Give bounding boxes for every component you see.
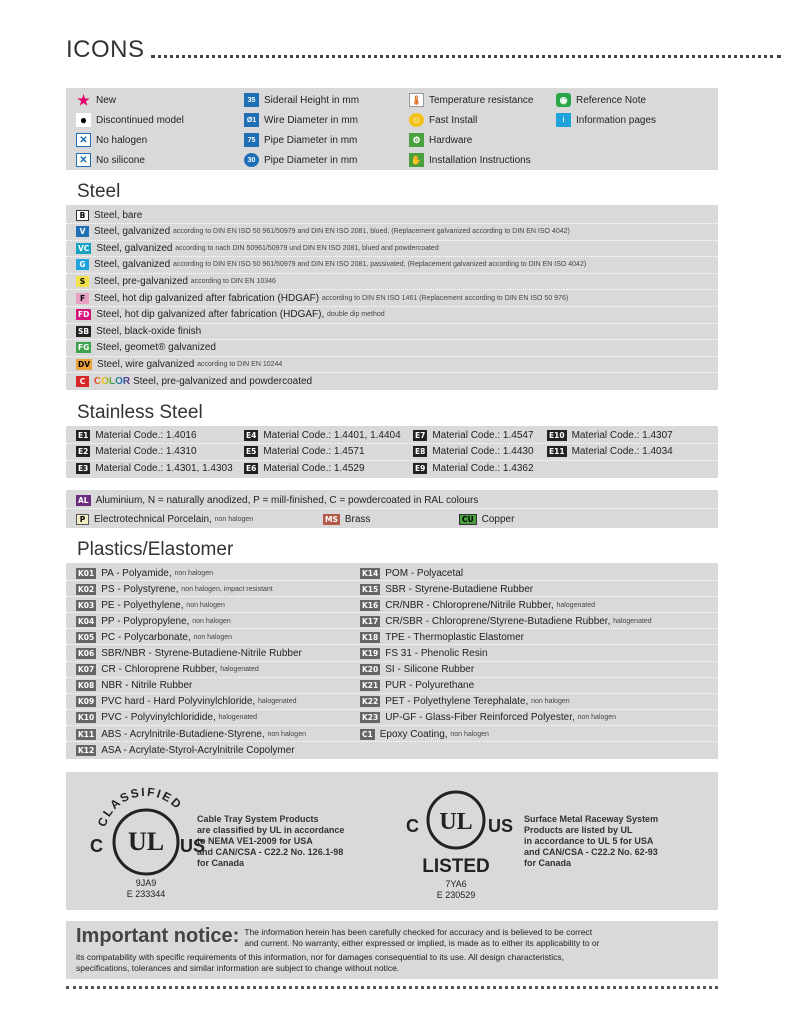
ul-classified-code2: E 233344 bbox=[126, 889, 166, 899]
icon-legend-label: Wire Diameter in mm bbox=[264, 114, 358, 126]
plastic-item bbox=[76, 646, 302, 662]
stainless-panel bbox=[66, 426, 718, 478]
plastic-note: halogenated bbox=[556, 601, 595, 609]
code-badge-k14: K14 bbox=[362, 568, 379, 578]
plastic-note: non halogen bbox=[577, 714, 617, 722]
icon-legend-item bbox=[409, 132, 472, 148]
code-badge-fg: FG bbox=[78, 343, 90, 353]
steel-row bbox=[66, 323, 718, 340]
plastic-note: halogenated bbox=[220, 666, 259, 674]
ul-listed-word: LISTED bbox=[422, 856, 490, 877]
ul-classified-arc-text: CLASSIFIED bbox=[94, 784, 186, 829]
steel-row bbox=[66, 340, 718, 357]
plastic-item bbox=[76, 710, 257, 726]
code-badge-cu: CU bbox=[459, 514, 477, 525]
plastic-label: ASA - Acrylate-Styrol-Acrylnitrile Copolymer bbox=[101, 744, 295, 756]
code-badge-e4: E4 bbox=[246, 430, 257, 440]
code-badge-g: G bbox=[76, 259, 89, 270]
icon-legend-label: Temperature resistance bbox=[429, 94, 534, 106]
plastic-note: non halogen bbox=[531, 698, 570, 706]
code-badge-k07: K07 bbox=[78, 665, 95, 675]
icon-legend-label: Siderail Height in mm bbox=[264, 94, 360, 106]
stainless-item bbox=[547, 427, 673, 443]
icons-title: ICONS bbox=[66, 36, 145, 63]
stainless-label: Material Code.: 1.4430 bbox=[432, 446, 534, 457]
ul-listed-c: C bbox=[406, 816, 419, 836]
icon-legend-label: Fast Install bbox=[429, 114, 478, 126]
icon-legend-item bbox=[556, 112, 656, 128]
stainless-item bbox=[76, 444, 197, 460]
plastic-note: halogenated bbox=[613, 617, 652, 625]
plastic-label: PC - Polycarbonate, bbox=[101, 631, 191, 643]
icon-legend-item bbox=[76, 132, 147, 148]
code-badge-k05: K05 bbox=[78, 632, 95, 642]
plastic-item bbox=[360, 726, 489, 742]
plastic-label: CR/SBR - Chloroprene/Styrene-Butadiene Rubber, bbox=[385, 615, 611, 627]
plastic-label: PET - Polyethylene Terephalate, bbox=[385, 696, 529, 708]
steel-label: Steel, galvanized bbox=[94, 259, 171, 271]
code-badge-p: P bbox=[76, 514, 89, 525]
steel-row bbox=[66, 356, 718, 373]
icon-legend-label: Information pages bbox=[576, 114, 657, 126]
ul-certification-panel bbox=[66, 772, 718, 910]
steel-note: according to DIN EN 10244 bbox=[197, 360, 283, 368]
plastic-label: SBR/NBR - Styrene-Butadiene-Nitrile Rubber bbox=[101, 648, 302, 659]
info-icon: i bbox=[556, 113, 571, 127]
ul-classified-ul: UL bbox=[127, 827, 165, 856]
icon-legend-item bbox=[244, 152, 357, 168]
code-badge-k19: K19 bbox=[362, 649, 379, 658]
plastic-note: non halogen, impact resistant bbox=[181, 585, 273, 593]
no-halogen-icon: ✕ bbox=[76, 133, 91, 147]
plastic-label: PVC hard - Hard Polyvinylchloride, bbox=[101, 696, 256, 708]
pipe-diameter-icon: 75 bbox=[244, 133, 259, 147]
icon-legend-label: Pipe Diameter in mm bbox=[264, 154, 358, 166]
plastic-note: halogenated bbox=[257, 698, 297, 706]
code-badge-e1: E1 bbox=[78, 430, 89, 440]
row-separator bbox=[66, 443, 718, 444]
code-badge-k03: K03 bbox=[78, 600, 95, 610]
code-badge-b: B bbox=[76, 210, 89, 221]
code-badge-s: S bbox=[76, 276, 89, 287]
stainless-item bbox=[76, 460, 233, 476]
code-badge-k08: K08 bbox=[78, 681, 95, 691]
code-badge-fd: FD bbox=[78, 310, 90, 320]
code-badge-k23: K23 bbox=[362, 713, 379, 723]
steel-note: double dip method bbox=[327, 311, 385, 319]
plastic-item bbox=[360, 646, 488, 662]
icon-legend-item bbox=[556, 92, 646, 108]
ul-listed-line: Products are listed by UL bbox=[524, 825, 633, 835]
plastic-item bbox=[76, 694, 297, 710]
ul-listed-code2: E 230529 bbox=[436, 890, 476, 900]
row-separator bbox=[66, 693, 718, 694]
plastic-label: POM - Polyacetal bbox=[385, 567, 464, 579]
icon-legend-label: Installation Instructions bbox=[429, 154, 531, 166]
row-separator bbox=[66, 725, 718, 726]
code-badge-k15: K15 bbox=[362, 584, 379, 594]
plastic-label: PP - Polypropylene, bbox=[101, 615, 190, 627]
plastic-label: TPE - Thermoplastic Elastomer bbox=[385, 631, 524, 643]
stainless-label: Material Code.: 1.4034 bbox=[571, 446, 673, 457]
stainless-label: Material Code.: 1.4307 bbox=[571, 429, 673, 441]
notice-line-1: The information herein has been carefully checked for accuracy and is believed to be correct bbox=[244, 927, 593, 937]
plastic-item bbox=[76, 742, 295, 758]
plastic-item bbox=[76, 597, 225, 613]
code-badge-k06: K06 bbox=[78, 649, 95, 658]
steel-row bbox=[66, 290, 718, 307]
steel-label: Steel, galvanized bbox=[94, 226, 171, 238]
steel-label: Steel, pre-galvanized bbox=[94, 275, 188, 287]
stainless-item bbox=[413, 460, 534, 476]
code-badge-vc: VC bbox=[78, 243, 90, 253]
aluminium-row bbox=[66, 492, 718, 509]
stainless-label: Material Code.: 1.4529 bbox=[263, 462, 365, 474]
steel-note: according to DIN EN 10346 bbox=[190, 277, 276, 285]
code-badge-k16: K16 bbox=[362, 600, 379, 610]
steel-label: Steel, galvanized bbox=[96, 242, 173, 254]
icon-legend-label: Pipe Diameter in mm bbox=[264, 134, 358, 146]
icons-panel bbox=[66, 88, 718, 170]
code-badge-k01: K01 bbox=[78, 568, 95, 578]
code-badge-e6: E6 bbox=[246, 463, 257, 473]
plastic-item bbox=[76, 629, 232, 645]
ul-classified-line: for Canada bbox=[197, 858, 245, 868]
row-separator bbox=[66, 580, 718, 581]
icon-legend-label: Discontinued model bbox=[96, 114, 184, 126]
stainless-item bbox=[244, 444, 365, 460]
plastic-item bbox=[360, 662, 474, 678]
plastic-item bbox=[76, 581, 273, 597]
code-badge-k21: K21 bbox=[362, 681, 379, 691]
wire-diameter-icon: Ø1 bbox=[244, 113, 259, 127]
plastic-item bbox=[360, 613, 652, 629]
icon-legend-item bbox=[409, 92, 534, 108]
plastic-note: non halogen bbox=[174, 569, 213, 577]
notice-line-3: its compatability with specific requirements of this information, nor for damages consequential to its use. All design characteristics, bbox=[76, 952, 565, 962]
plastic-item bbox=[76, 678, 192, 694]
other-materials-panel bbox=[66, 490, 718, 528]
stainless-title: Stainless Steel bbox=[77, 402, 203, 423]
plastic-label: FS 31 - Phenolic Resin bbox=[385, 648, 488, 659]
plastic-item bbox=[360, 694, 570, 710]
code-badge-ms: MS bbox=[325, 514, 338, 524]
row-separator bbox=[66, 644, 718, 645]
steel-title: Steel bbox=[77, 181, 121, 202]
code-badge-e3: E3 bbox=[78, 463, 89, 473]
plastic-item bbox=[360, 710, 616, 726]
plastic-item bbox=[76, 662, 259, 678]
stainless-label: Material Code.: 1.4547 bbox=[432, 429, 534, 441]
row-separator bbox=[66, 661, 718, 662]
plastic-label: CR/NBR - Chloroprene/Nitrile Rubber, bbox=[385, 599, 554, 611]
fast-install-icon: ☺ bbox=[409, 113, 424, 127]
row-separator bbox=[66, 612, 718, 613]
stainless-label: Material Code.: 1.4571 bbox=[263, 446, 365, 457]
icon-legend-label: Reference Note bbox=[576, 94, 647, 106]
code-badge-k17: K17 bbox=[362, 616, 379, 626]
notice-head-row bbox=[76, 925, 599, 949]
steel-note: according to DIN EN ISO 1461 (Replacement according to DIN EN ISO 50 976) bbox=[321, 294, 569, 302]
steel-note: according to DIN EN ISO 50 961/50979 and DIN EN ISO 2081, blued, (Replacement galvanized according to DIN EN ISO 4042) bbox=[172, 228, 570, 236]
code-badge-e2: E2 bbox=[78, 447, 89, 456]
ul-classified-text bbox=[197, 814, 344, 869]
code-badge-c: C bbox=[76, 376, 89, 387]
steel-row bbox=[66, 273, 718, 290]
notice-first-lines bbox=[244, 927, 599, 949]
code-badge-k11: K11 bbox=[78, 729, 95, 739]
stainless-item bbox=[413, 427, 534, 443]
steel-row bbox=[66, 224, 718, 241]
ul-listed-ul: UL bbox=[439, 809, 473, 835]
ul-classified-line: to NEMA VE1-2009 for USA bbox=[197, 836, 313, 846]
steel-row bbox=[66, 257, 718, 274]
aluminium-label: Aluminium, N = naturally anodized, P = mill-finished, C = powdercoated in RAL colours bbox=[95, 494, 479, 506]
ul-listed-line: in accordance to UL 5 for USA bbox=[524, 836, 654, 846]
plastic-item bbox=[76, 613, 231, 629]
plastic-note: halogenated bbox=[218, 714, 258, 722]
icon-legend-item bbox=[76, 152, 145, 168]
porcelain-note: non halogen bbox=[214, 515, 254, 523]
title-dotted-leader bbox=[151, 55, 781, 58]
steel-label: Steel, hot dip galvanized after fabrication (HDGAF), bbox=[96, 309, 325, 321]
code-badge-e10: E10 bbox=[549, 430, 565, 440]
eye-icon: ◉ bbox=[556, 93, 571, 107]
copper-label: Copper bbox=[481, 513, 515, 525]
plastic-label: PUR - Polyurethane bbox=[385, 680, 475, 692]
steel-row bbox=[66, 240, 718, 257]
notice-rest bbox=[76, 952, 564, 974]
icons-heading-row bbox=[66, 34, 781, 64]
plastics-panel bbox=[66, 563, 718, 759]
code-badge-k10: K10 bbox=[78, 713, 95, 723]
ul-listed-line: for Canada bbox=[524, 858, 572, 868]
stainless-item bbox=[244, 460, 365, 476]
steel-label: Steel, geomet® galvanized bbox=[96, 342, 216, 354]
plastic-note: non halogen bbox=[450, 730, 489, 738]
code-badge-sb: SB bbox=[78, 326, 90, 336]
copper-item bbox=[459, 511, 514, 527]
plastic-note: non halogen bbox=[267, 730, 306, 738]
icon-legend-item bbox=[244, 92, 359, 108]
code-badge-k02: K02 bbox=[78, 584, 95, 594]
dot-icon: ● bbox=[76, 113, 91, 127]
important-notice-panel bbox=[66, 921, 718, 979]
bottom-dotted-rule bbox=[66, 986, 718, 989]
steel-row bbox=[66, 207, 718, 224]
stainless-item bbox=[76, 427, 197, 443]
icon-legend-label: No halogen bbox=[96, 134, 148, 146]
ul-listed-text bbox=[524, 814, 658, 869]
ul-listed-us: US bbox=[488, 816, 514, 836]
code-badge-e7: E7 bbox=[415, 430, 426, 440]
ul-listed-mark bbox=[396, 780, 526, 905]
ul-classified-line: are classified by UL in accordance bbox=[197, 825, 345, 835]
porcelain-label: Electrotechnical Porcelain, bbox=[94, 513, 212, 525]
plastic-item bbox=[360, 597, 595, 613]
row-separator bbox=[66, 741, 718, 742]
stainless-item bbox=[244, 427, 401, 443]
notice-line-2: and current. No warranty, either expressed or implied, is made as to either its applicability to or bbox=[244, 938, 600, 948]
code-badge-k20: K20 bbox=[362, 665, 379, 675]
steel-row bbox=[66, 307, 718, 324]
plastic-note: non halogen bbox=[192, 617, 231, 625]
steel-panel bbox=[66, 205, 718, 390]
steel-note: according to DIN EN ISO 50 961/50979 and DIN EN ISO 2081, passivated, (Replacement galvanized according to DIN EN ISO 4042) bbox=[172, 261, 587, 269]
ul-classified-c: C bbox=[90, 836, 103, 856]
color-word: COLOR bbox=[94, 375, 131, 387]
plastic-label: PA - Polyamide, bbox=[101, 567, 172, 579]
stainless-item bbox=[547, 444, 673, 460]
steel-label: Steel, black-oxide finish bbox=[96, 325, 202, 337]
icon-legend-item bbox=[409, 112, 477, 128]
plastic-label: PS - Polystyrene, bbox=[101, 583, 179, 595]
stainless-label: Material Code.: 1.4362 bbox=[432, 462, 534, 474]
ul-classified-line: and CAN/CSA - C22.2 No. 126.1-98 bbox=[197, 847, 344, 857]
stainless-item bbox=[413, 444, 534, 460]
plastic-label: NBR - Nitrile Rubber bbox=[101, 680, 193, 692]
icon-legend-label: New bbox=[96, 94, 117, 106]
code-badge-e11: E11 bbox=[549, 447, 565, 456]
steel-label: Steel, hot dip galvanized after fabrication (HDGAF) bbox=[94, 292, 320, 304]
stainless-label: Material Code.: 1.4301, 1.4303 bbox=[95, 462, 233, 474]
plastic-item bbox=[360, 565, 463, 581]
ul-listed-line: Surface Metal Raceway System bbox=[524, 814, 659, 824]
icon-legend-item bbox=[76, 92, 116, 108]
ul-listed-code1: 7YA6 bbox=[445, 879, 467, 889]
star-icon: ★ bbox=[77, 91, 90, 108]
code-badge-f: F bbox=[76, 293, 89, 304]
porcelain-item bbox=[76, 511, 253, 527]
icon-legend-item bbox=[244, 132, 357, 148]
no-silicone-icon: ✕ bbox=[76, 153, 91, 167]
plastic-label: SI - Silicone Rubber bbox=[385, 664, 475, 676]
steel-label: Steel, wire galvanized bbox=[97, 358, 195, 370]
ul-classified-us: US bbox=[180, 836, 206, 856]
ul-listed-line: and CAN/CSA - C22.2 No. 62-93 bbox=[524, 847, 658, 857]
stainless-label: Material Code.: 1.4310 bbox=[95, 446, 197, 457]
icon-legend-item bbox=[76, 112, 184, 128]
row-separator bbox=[66, 596, 718, 597]
ul-classified-code1: 9JA9 bbox=[135, 878, 157, 888]
brass-label: Brass bbox=[344, 513, 371, 525]
icon-legend-label: No silicone bbox=[96, 154, 145, 166]
plastic-item bbox=[360, 678, 474, 694]
code-badge-k12: K12 bbox=[78, 745, 95, 755]
code-badge-v: V bbox=[76, 226, 89, 237]
plastic-note: non halogen bbox=[186, 601, 225, 609]
steel-note: according to nach DIN 50961/50979 und DIN EN ISO 2081, blued and powdercoated bbox=[175, 244, 439, 252]
code-badge-k18: K18 bbox=[362, 632, 379, 642]
row-separator bbox=[66, 677, 718, 678]
plastic-item bbox=[76, 726, 306, 742]
code-badge-k09: K09 bbox=[78, 697, 95, 707]
plastic-label: CR - Chloroprene Rubber, bbox=[101, 664, 218, 676]
plastic-item bbox=[76, 565, 213, 581]
code-badge-e9: E9 bbox=[415, 463, 426, 473]
plastic-item bbox=[360, 629, 524, 645]
thermometer-icon: 🌡 bbox=[409, 93, 424, 107]
code-badge-dv: DV bbox=[78, 359, 91, 369]
row-separator bbox=[66, 709, 718, 710]
row-separator bbox=[66, 628, 718, 629]
steel-label: Steel, bare bbox=[94, 209, 143, 221]
stainless-label: Material Code.: 1.4401, 1.4404 bbox=[263, 429, 401, 441]
plastic-label: UP-GF - Glass-Fiber Reinforced Polyester, bbox=[385, 712, 575, 724]
pipe-diameter-round-icon: 30 bbox=[244, 153, 259, 167]
code-badge-k04: K04 bbox=[78, 616, 95, 626]
steel-row bbox=[66, 373, 718, 389]
ul-classified-line: Cable Tray System Products bbox=[197, 814, 319, 824]
code-badge-e8: E8 bbox=[415, 447, 426, 456]
brass-item bbox=[323, 511, 370, 527]
icon-legend-label: Hardware bbox=[429, 134, 473, 146]
steel-label: Steel, pre-galvanized and powdercoated bbox=[133, 375, 313, 387]
code-badge-al: AL bbox=[78, 495, 89, 505]
row-separator bbox=[66, 460, 718, 461]
ul-classified-mark bbox=[76, 780, 216, 905]
plastics-title: Plastics/Elastomer bbox=[77, 539, 234, 560]
plastic-item bbox=[360, 581, 533, 597]
code-badge-k22: K22 bbox=[362, 697, 379, 707]
plastic-label: PE - Polyethylene, bbox=[101, 599, 184, 611]
plastic-label: Epoxy Coating, bbox=[379, 728, 448, 740]
icon-legend-item bbox=[244, 112, 358, 128]
plastic-label: PVC - Polyvinylchloridide, bbox=[101, 712, 216, 724]
plastic-note: non halogen bbox=[193, 633, 233, 641]
hardware-icon: ⚙ bbox=[409, 133, 424, 147]
siderail-height-icon: 35 bbox=[244, 93, 259, 107]
stainless-label: Material Code.: 1.4016 bbox=[95, 429, 197, 441]
code-badge-e5: E5 bbox=[246, 447, 257, 456]
plastic-label: ABS - Acrylnitrile-Butadiene-Styrene, bbox=[101, 728, 265, 740]
instructions-icon: ✋ bbox=[409, 153, 424, 167]
code-badge-c1: C1 bbox=[362, 729, 373, 739]
notice-line-4: specifications, tolerances and similar information are subject to change without notice. bbox=[76, 963, 400, 973]
plastic-label: SBR - Styrene-Butadiene Rubber bbox=[385, 583, 534, 595]
icon-legend-item bbox=[409, 152, 531, 168]
notice-heading: Important notice: bbox=[76, 925, 240, 947]
